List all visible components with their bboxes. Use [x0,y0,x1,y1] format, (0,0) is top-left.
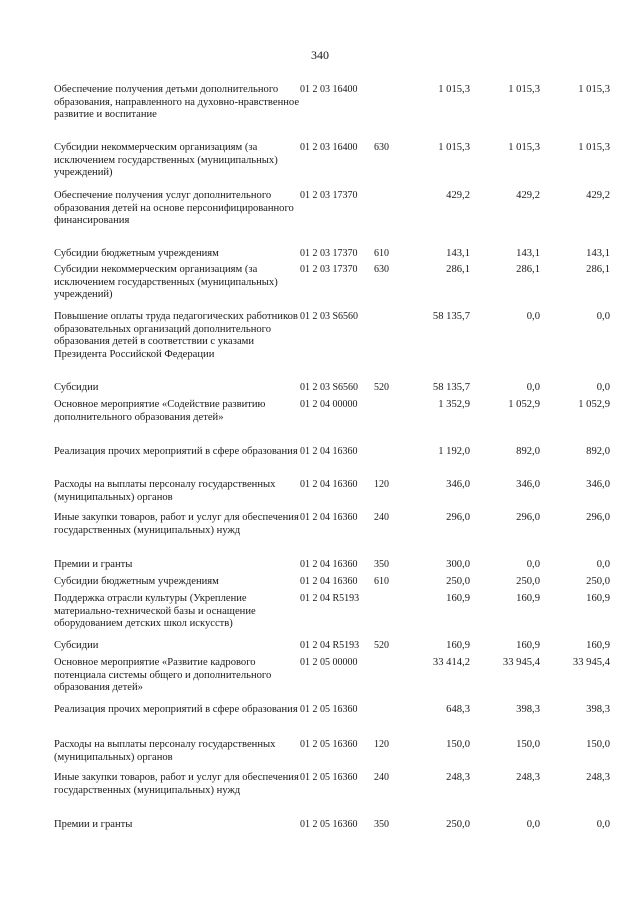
row-value-2: 1 015,3 [508,142,540,153]
table-row [54,264,614,311]
row-value-3: 346,0 [586,479,610,490]
row-name: Основное мероприятие «Развитие кадрового потенциала системы общего и дополнительного образования детей» [54,657,272,693]
table-row [54,576,614,593]
row-value-2: 296,0 [516,512,540,523]
row-value-1: 160,9 [446,593,470,604]
row-vr [374,446,396,479]
row-vr: 350 [374,559,389,570]
table-row [54,84,614,142]
row-vr: 610 [374,248,389,259]
row-value-1: 250,0 [446,819,470,830]
row-name: Субсидии бюджетным учреждениям [54,248,219,259]
row-value-2: 0,0 [526,382,540,393]
row-value-3: 1 015,3 [578,142,610,153]
row-code: 01 2 04 16360 [300,446,358,457]
row-value-1: 296,0 [446,512,470,523]
row-value-3: 429,2 [586,190,610,201]
row-code: 01 2 04 R5193 [300,640,360,651]
row-value-2: 160,9 [516,593,540,604]
table-row [54,640,614,657]
row-value-3: 248,3 [586,772,610,783]
row-value-3: 0,0 [596,382,610,393]
row-vr: 520 [374,640,389,651]
row-value-1: 1 192,0 [438,446,470,457]
row-vr: 120 [374,479,389,490]
row-code: 01 2 04 00000 [300,399,358,410]
table-row [54,142,614,190]
row-name: Субсидии некоммерческим организациям (за исключением государственных (муниципальных) учреждений) [54,264,278,300]
row-value-2: 398,3 [516,704,540,715]
row-value-3: 892,0 [586,446,610,457]
row-value-2: 150,0 [516,739,540,750]
table-row [54,479,614,512]
row-code: 01 2 03 17370 [300,264,358,275]
row-value-3: 286,1 [586,264,610,275]
row-value-1: 33 414,2 [432,657,470,668]
row-name: Субсидии [54,382,99,393]
row-vr: 630 [374,142,389,153]
row-name: Основное мероприятие «Содействие развитию дополнительного образования детей» [54,399,266,423]
row-vr: 120 [374,739,389,750]
row-name: Расходы на выплаты персоналу государственных (муниципальных) органов [54,739,276,763]
row-name: Поддержка отрасли культуры (Укрепление материально-технической базы и оснащение оборудованием детских школ искусств) [54,593,256,629]
budget-table [54,84,614,836]
row-value-2: 1 015,3 [508,84,540,95]
row-name: Обеспечение получения услуг дополнительного образования детей на основе персонифицированного финансирования [54,190,294,226]
row-value-2: 1 052,9 [508,399,540,410]
row-code: 01 2 04 16360 [300,512,358,523]
row-code: 01 2 04 16360 [300,479,358,490]
row-name: Субсидии [54,640,99,651]
row-value-2: 286,1 [516,264,540,275]
row-name: Повышение оплаты труда педагогических работников образовательных организаций дополнительного образования детей в соответствии с указами Президента Российской Федерации [54,311,298,360]
row-name: Премии и гранты [54,559,133,570]
row-code: 01 2 03 16400 [300,142,358,153]
table-row [54,739,614,772]
row-vr: 520 [374,382,389,393]
row-code: 01 2 05 16360 [300,704,358,715]
row-vr: 240 [374,512,389,523]
row-vr [374,657,396,704]
row-value-1: 58 135,7 [432,311,470,322]
row-name: Субсидии бюджетным учреждениям [54,576,219,587]
table-row [54,559,614,576]
row-value-1: 143,1 [446,248,470,259]
table-row [54,190,614,248]
row-code: 01 2 03 17370 [300,248,358,259]
budget-table-body [54,84,614,836]
row-value-1: 1 352,9 [438,399,470,410]
row-value-2: 160,9 [516,640,540,651]
row-name: Расходы на выплаты персоналу государственных (муниципальных) органов [54,479,276,503]
row-vr: 610 [374,576,389,587]
table-row [54,819,614,836]
row-name: Иные закупки товаров, работ и услуг для обеспечения государственных (муниципальных) нужд [54,772,299,796]
table-row [54,593,614,640]
row-vr [374,84,396,142]
table-row [54,248,614,264]
row-value-2: 346,0 [516,479,540,490]
row-value-1: 150,0 [446,739,470,750]
table-row [54,512,614,559]
table-row [54,382,614,399]
row-value-1: 58 135,7 [432,382,470,393]
row-vr [374,311,396,382]
row-value-3: 398,3 [586,704,610,715]
row-value-2: 429,2 [516,190,540,201]
row-name: Обеспечение получения детьми дополнительного образования, направленного на духовно-нравственное развитие и воспитание [54,84,300,120]
row-vr [374,399,396,446]
row-value-1: 248,3 [446,772,470,783]
row-value-2: 250,0 [516,576,540,587]
row-vr: 350 [374,819,389,830]
row-value-1: 286,1 [446,264,470,275]
row-value-3: 1 015,3 [578,84,610,95]
row-name: Реализация прочих мероприятий в сфере образования [54,704,298,715]
row-value-1: 429,2 [446,190,470,201]
row-value-2: 33 945,4 [502,657,540,668]
row-code: 01 2 03 S6560 [300,311,359,322]
row-code: 01 2 03 17370 [300,190,358,201]
row-name: Премии и гранты [54,819,133,830]
row-value-3: 143,1 [586,248,610,259]
row-value-1: 250,0 [446,576,470,587]
table-row [54,399,614,446]
row-value-3: 150,0 [586,739,610,750]
page-number: 340 [311,48,329,62]
row-vr: 630 [374,264,389,275]
row-vr [374,593,396,640]
row-value-1: 160,9 [446,640,470,651]
row-value-3: 250,0 [586,576,610,587]
table-row [54,704,614,739]
row-value-1: 1 015,3 [438,142,470,153]
row-value-3: 160,9 [586,593,610,604]
row-vr [374,704,396,739]
row-name: Субсидии некоммерческим организациям (за исключением государственных (муниципальных) учреждений) [54,142,278,178]
row-value-2: 0,0 [526,559,540,570]
table-row [54,311,614,382]
row-code: 01 2 05 16360 [300,739,358,750]
row-value-1: 648,3 [446,704,470,715]
row-value-3: 0,0 [596,559,610,570]
row-name: Реализация прочих мероприятий в сфере образования [54,446,298,457]
row-value-2: 248,3 [516,772,540,783]
row-value-2: 892,0 [516,446,540,457]
row-code: 01 2 04 R5193 [300,593,360,604]
row-value-3: 1 052,9 [578,399,610,410]
row-code: 01 2 04 16360 [300,559,358,570]
row-code: 01 2 05 16360 [300,772,358,783]
row-code: 01 2 03 S6560 [300,382,359,393]
row-code: 01 2 04 16360 [300,576,358,587]
row-value-3: 296,0 [586,512,610,523]
row-value-1: 346,0 [446,479,470,490]
table-row [54,446,614,479]
row-value-2: 0,0 [526,819,540,830]
row-code: 01 2 03 16400 [300,84,358,95]
row-value-2: 0,0 [526,311,540,322]
row-vr: 240 [374,772,389,783]
row-value-1: 1 015,3 [438,84,470,95]
row-value-1: 300,0 [446,559,470,570]
row-value-3: 0,0 [596,819,610,830]
row-value-3: 33 945,4 [572,657,610,668]
table-row [54,657,614,704]
row-code: 01 2 05 16360 [300,819,358,830]
row-vr [374,190,396,248]
row-code: 01 2 05 00000 [300,657,358,668]
table-row [54,772,614,819]
row-value-3: 160,9 [586,640,610,651]
row-value-2: 143,1 [516,248,540,259]
row-name: Иные закупки товаров, работ и услуг для обеспечения государственных (муниципальных) нужд [54,512,299,536]
row-value-3: 0,0 [596,311,610,322]
